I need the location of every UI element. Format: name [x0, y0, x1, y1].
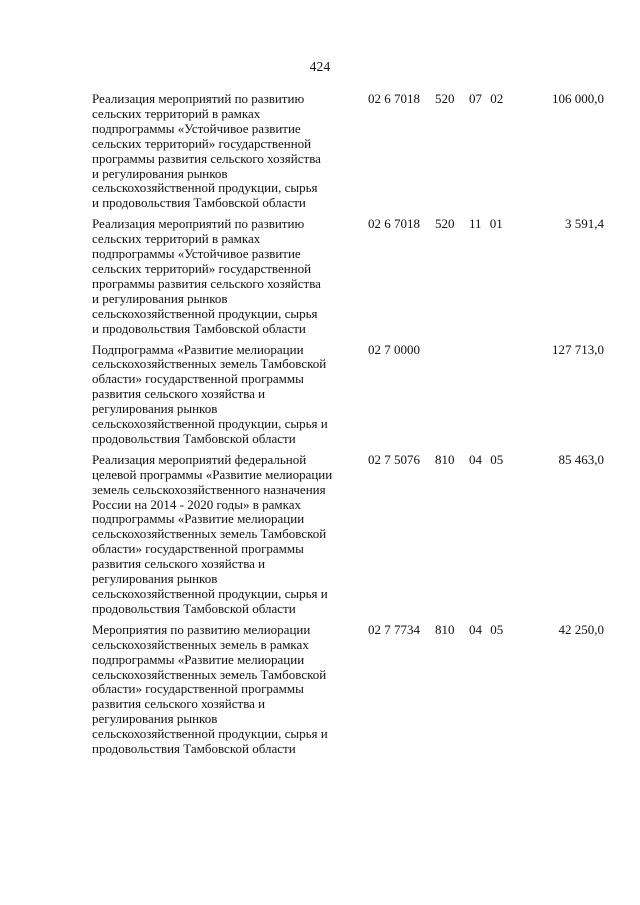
- row-description: Подпрограмма «Развитие мелиорации сельскохозяйственных земель Тамбовской области» государственной программы развития сельского хозяйства и регулирования рынков сельскохозяйственной продукции, сырья и продовольствия Тамбовской области: [92, 341, 328, 446]
- row-amount: 42 250,0: [558, 621, 604, 637]
- row-description: Реализация мероприятий по развитию сельских территорий в рамках подпрограммы «Устойчивое развитие сельских территорий» государственной программы развития сельского хозяйства и регулирования рынков сельскохозяйственной продукции, сырья и продовольствия Тамбовской области: [92, 91, 321, 211]
- row-amount: 85 463,0: [558, 451, 604, 467]
- row-section-code: 11 01: [469, 216, 503, 232]
- row-amount: 106 000,0: [552, 91, 604, 106]
- row-section-code: 04 05: [469, 621, 504, 637]
- row-amount: 3 591,4: [565, 216, 604, 232]
- row-expense-type-code: 520: [435, 216, 455, 232]
- row-expense-type-code: 520: [435, 91, 455, 106]
- row-description: Реализация мероприятий по развитию сельских территорий в рамках подпрограммы «Устойчивое развитие сельских территорий» государственной программы развития сельского хозяйства и регулирования рынков сельскохозяйственной продукции, сырья и продовольствия Тамбовской области: [92, 216, 321, 336]
- table-row: [92, 453, 612, 617]
- row-description: Реализация мероприятий федеральной целевой программы «Развитие мелиорации земель сельскохозяйственного назначения России на 2014 - 2020 годы» в рамках подпрограммы «Развитие мелиорации сельскохозяйственных земель Тамбовской области» государственной программы развития сельского хозяйства и регулирования рынков сельскохозяйственной продукции, сырья и продовольствия Тамбовской области: [92, 451, 333, 616]
- table-row: [92, 217, 612, 336]
- row-target-article-code: 02 7 0000: [368, 341, 420, 357]
- row-target-article-code: 02 7 7734: [368, 621, 420, 637]
- table-row: [92, 623, 612, 757]
- row-section-code: 07 02: [469, 91, 504, 106]
- row-target-article-code: 02 6 7018: [368, 216, 420, 232]
- row-expense-type-code: 810: [435, 451, 455, 467]
- row-description: Мероприятия по развитию мелиорации сельскохозяйственных земель в рамках подпрограммы «Развитие мелиорации сельскохозяйственных земель Тамбовской области» государственной программы развития сельского хозяйства и регулирования рынков сельскохозяйственной продукции, сырья и продовольствия Тамбовской области: [92, 621, 328, 757]
- row-section-code: 04 05: [469, 451, 504, 467]
- page-number: 424: [309, 59, 331, 74]
- row-amount: 127 713,0: [552, 341, 604, 357]
- table-row: [92, 343, 612, 447]
- budget-table: [92, 92, 612, 763]
- row-expense-type-code: 810: [435, 621, 455, 637]
- row-target-article-code: 02 6 7018: [368, 91, 420, 106]
- row-target-article-code: 02 7 5076: [368, 451, 420, 467]
- table-row: [92, 92, 612, 211]
